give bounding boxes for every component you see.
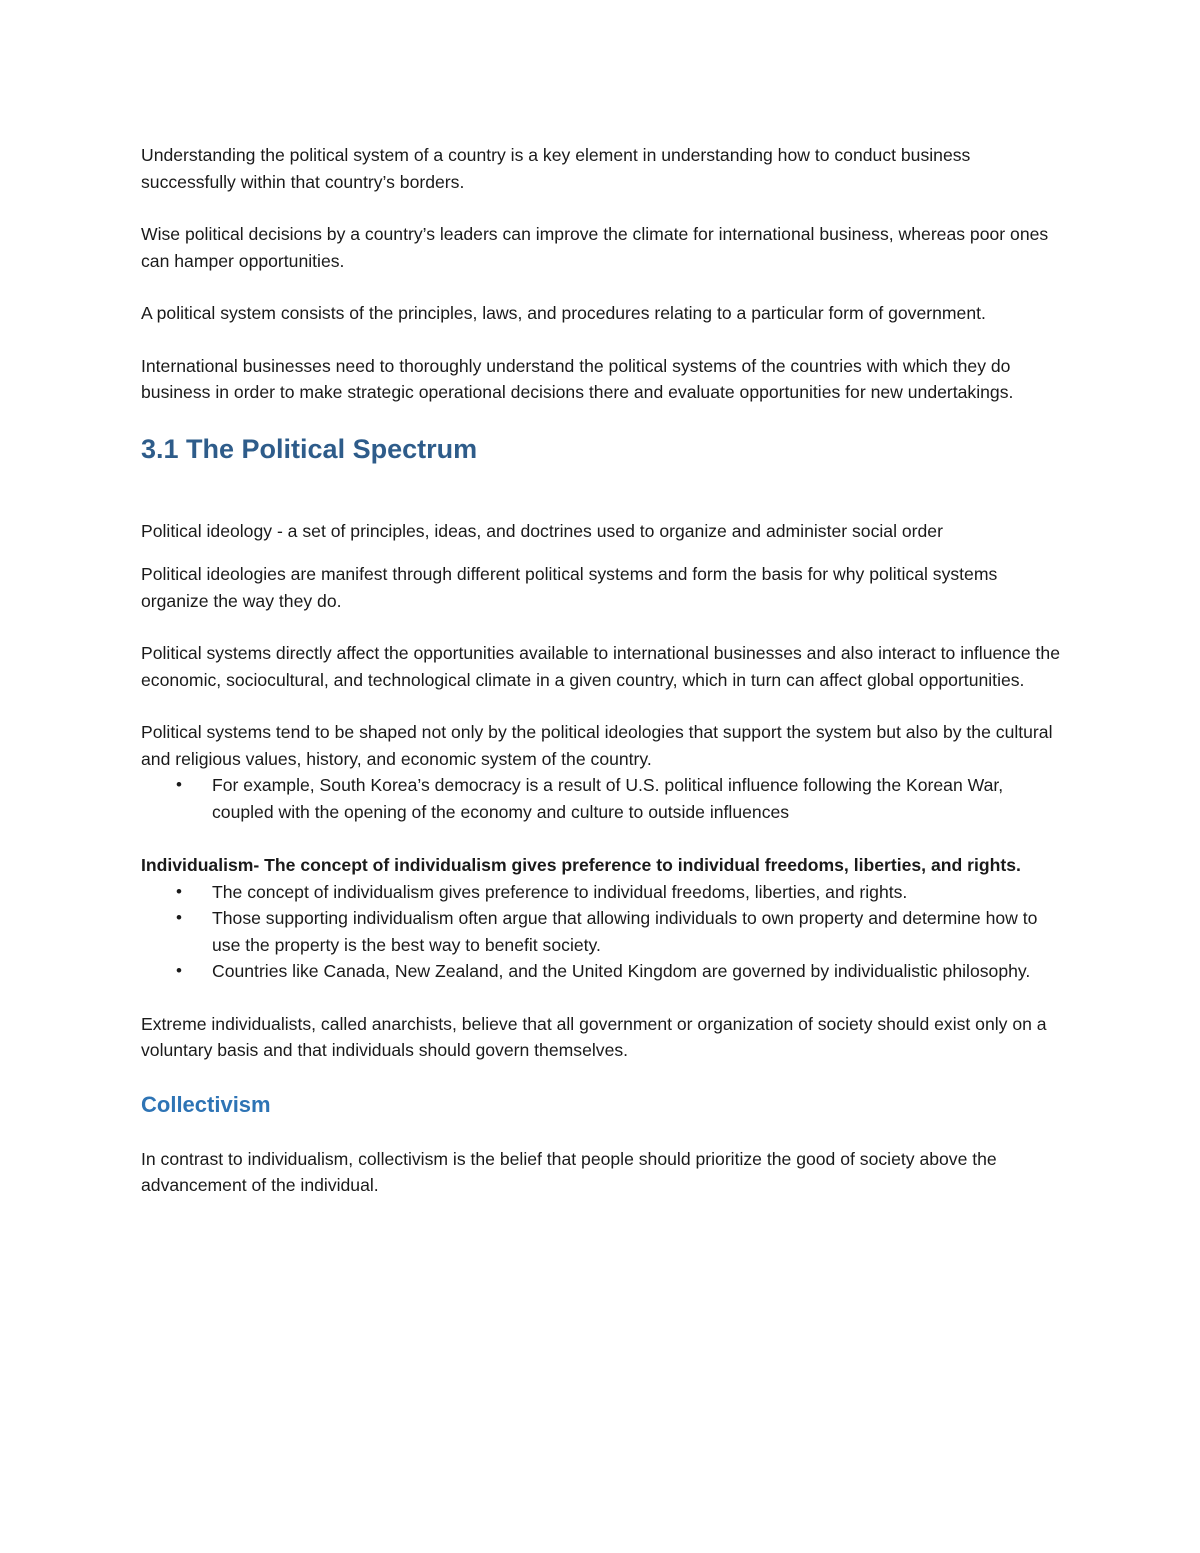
bullet-icon: • (176, 961, 182, 980)
list-item-text: Countries like Canada, New Zealand, and the United Kingdom are governed by individualistic philosophy. (212, 961, 1031, 981)
intro-paragraph: Wise political decisions by a country’s leaders can improve the climate for international business, whereas poor ones can hamper opportunities. (141, 224, 1049, 271)
bullet-icon: • (176, 881, 182, 901)
bullet-icon: • (176, 775, 182, 794)
anarchists-paragraph: Extreme individualists, called anarchists, believe that all government or organization of society should exist only on a voluntary basis and that individuals should govern themselves. (141, 1013, 1047, 1060)
individualism-heading: Individualism- The concept of individualism gives preference to individual freedoms, liberties, and rights. (141, 855, 1021, 875)
collectivism-paragraph: In contrast to individualism, collectivism is the belief that people should prioritize the good of society above the advancement of the individual. (141, 1148, 997, 1195)
list-item-text: For example, South Korea’s democracy is a result of U.S. political influence following the Korean War, coupled with the opening of the economy and culture to outside influences (212, 775, 1004, 822)
spectrum-paragraph: Political systems directly affect the opportunities available to international businesses and also interact to influence the economic, sociocultural, and technological climate in a given country, which in turn can affect global opportunities. (141, 643, 1060, 690)
spectrum-paragraph: Political systems tend to be shaped not only by the political ideologies that support the system but also by the cultural and religious values, history, and economic system of the country. (141, 722, 1053, 769)
list-item (176, 958, 1066, 985)
intro-paragraph: Understanding the political system of a country is a key element in understanding how to conduct business successfully within that country’s borders. (141, 145, 971, 192)
document-body (141, 142, 1066, 1199)
section-heading: 3.1 The Political Spectrum (141, 433, 478, 464)
list-item (176, 772, 1066, 825)
example-list (141, 772, 1066, 825)
collectivism-heading: Collectivism (141, 1091, 271, 1117)
ideology-definition: Political ideology - a set of principles, ideas, and doctrines used to organize and administer social order (141, 520, 943, 541)
individualism-list (141, 879, 1066, 985)
list-item (176, 905, 1066, 958)
list-item-text: Those supporting individualism often argue that allowing individuals to own property and determine how to use the property is the best way to benefit society. (212, 908, 1038, 955)
list-item (176, 879, 1066, 906)
intro-paragraph: A political system consists of the principles, laws, and procedures relating to a particular form of government. (141, 303, 986, 323)
bullet-icon: • (176, 908, 182, 927)
spectrum-paragraph: Political ideologies are manifest through different political systems and form the basis for why political systems organize the way they do. (141, 564, 998, 611)
list-item-text: The concept of individualism gives preference to individual freedoms, liberties, and rights. (212, 881, 908, 902)
intro-paragraph: International businesses need to thoroughly understand the political systems of the countries with which they do business in order to make strategic operational decisions there and evaluate opportunities for new undertakings. (141, 355, 1014, 402)
